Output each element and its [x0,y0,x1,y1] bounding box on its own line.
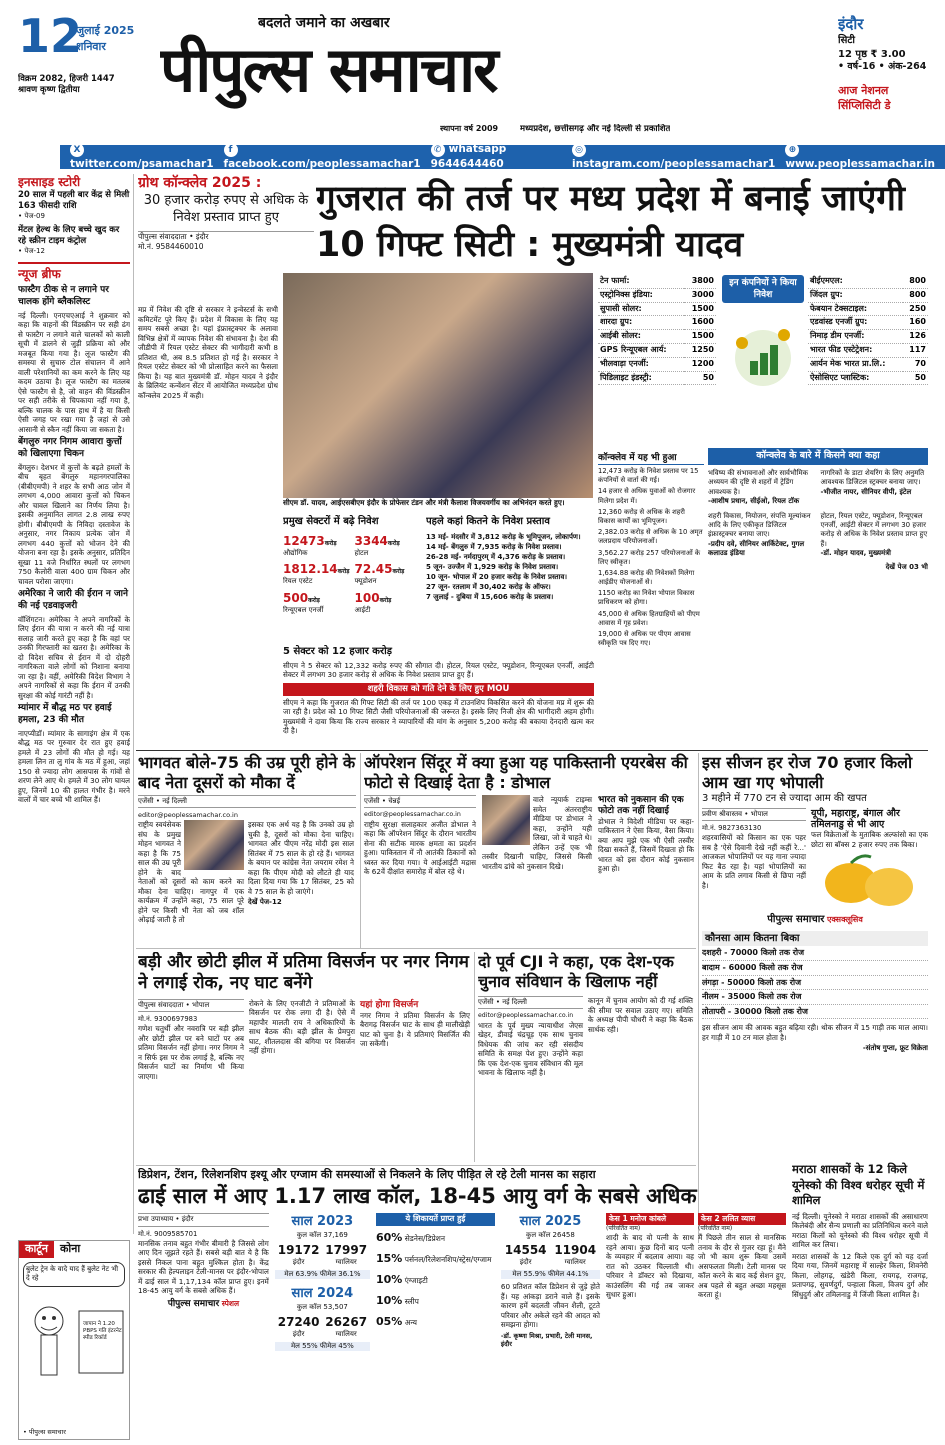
mango-mobile: मो.नं. 9827363130 [702,823,762,832]
today-value: सिंप्लिसिटी डे [838,98,891,112]
edition-block [838,14,938,124]
company-row: निमाड़ डीम एनर्जी: 126 [808,330,928,344]
date-vikram: विक्रम 2082, हिजरी 1447 [18,74,115,84]
case-1-header: केस 1 मनोज कांबले [606,1213,694,1225]
cartoon-header [19,1241,129,1258]
date-month: जुलाई 2025 [76,24,135,37]
growth-mobile: मो.नं. 9584460010 [138,241,204,251]
edition-name: सिटी [838,35,855,47]
cji-text-1: भारत के पूर्व मुख्य न्यायाधीश जेएस खेहर, डीवाई चंद्रचूड़ एक साथ चुनाव विधेयक की जांच कर रही संसदीय समिति के समक्ष पेश हुए। उन्होंने कहा कि एक देश-एक चुनाव संविधान की मूल भावना के खिलाफ नहीं है। [478,1020,583,1078]
conclave-item: 12,360 करोड़ से अधिक के शहरी विकास कार्यों का भूमिपूजन। [598,507,685,525]
lakes-headline: बड़ी और छोटी झील में प्रतिमा विसर्जन पर नगर निगम ने लगाई रोक, नए घाट बनेंगे [138,952,469,994]
tele-mobile: मो.नं. 9009585701 [138,1229,198,1238]
case-1-text: शादी के बाद वो पत्नी के साथ रहने आया। कुछ दिनों बाद पत्नी के व्यवहार में बदलाव आया। वह रात को उठकर चिल्लाती थी। परिवार ने डॉक्टर को दिखाया, काउंसलिंग की गई तब जाकर सुधार हुआ। [606,1233,694,1300]
mango-icon [811,851,928,911]
company-row: टेन फार्मा: 3800 [598,275,716,288]
company-row: एस्ट्रोनिक्स इंडिया: 3000 [598,288,716,302]
cartoon-corner: कोना [59,1242,81,1255]
bhagwat-text-1: राष्ट्रीय स्वयंसेवक संघ के प्रमुख मोहन भागवत ने कहा है कि 75 साल की उम्र पूरी होने के बाद नेताओं को दूसरों को काम करने का मौका देना चाहिए। नागपुर में एक कार्यक्रम में उन्होंने कहा, 75 साल पूरे होने पर किसी भी नेता को जब शॉल ओढ़ाई जाती है तो [138,820,244,925]
bhagwat-photo [184,820,244,870]
mango-byline: प्रवीण श्रीवास्तव • भोपाल [702,808,806,821]
brief-text-1: नई दिल्ली। एनएचएआई ने शुक्रवार को कहा कि वाहनों की विंडस्क्रीन पर सही ढंग से फास्टैग न लगाने वाले चालकों को काली सूची में डालने से जुड़ी प्रक्रिया को और मजबूत किया गया है। लूज फास्टैग की समस्या से सुचारु टोल संचालन में आने वाली परेशानियों का कम करने के लिए यह कदम उठाया है। लूज फास्टैग का मतलब ऐसे फास्टैग से है, जो वाहन की विंडस्क्रीन पर सही तरीके से चिपकाया नहीं गया है, बल्कि चालक के पास हाथ में है या किसी ऐसी जगह पर रखा गया है जहां से उसे आसानी से स्कैन नहीं किया जा सकता है। [18,310,130,434]
doval-headline: ऑपरेशन सिंदूर में क्या हुआ यह पाकिस्तानी एयरबेस की फोटो से दिखाई देता है : डोभाल [364,753,688,792]
facebook-icon: f [224,145,238,157]
tele-text-2: 60 प्रतिशत कॉल डिप्रेशन से जुड़े होते हैं। यह आंकड़ा डराने वाले हैं। इसके कारण हमें बदलती जीवन शैली, टूटते परिवार और अकेले रहने की आदत को समझना होगा। [500,1282,600,1330]
unesco-text-1: नई दिल्ली। यूनेस्को ने मराठा शासकों की असाधारण किलेबंदी और सैन्य प्रणाली का प्रतिनिधित्व करने वाले मराठा किलों को यूनेस्को की विश्व धरोहर सूची में शामिल कर लिया। [792,1211,928,1250]
y2024-title: साल 2024 [291,1286,354,1302]
today-label: आज नेशनल [838,84,889,98]
complaint-row: 15% पर्सनल/रिलेशनशिप/स्ट्रेस/एग्जाम [375,1251,492,1265]
earlier-item: 26-28 मई- नर्मदापुरम् में 4,376 करोड़ के प्रस्ताव। [426,552,566,561]
mango-price-item: तोतापरी - 30000 किलो तक रोज [702,1005,928,1020]
sector-stat: 100करोड़ आईटी [354,590,392,614]
inside-item-2-page: • पेज-12 [18,246,45,255]
bhagwat-byline: एजेंसी • नई दिल्ली [138,795,356,808]
company-row: आईबी सोलर: 1500 [598,330,716,344]
tele-year-col-2: साल 2025 कुल कॉल 26458 14554 इंदौर 11904 ग्वालियर मेल 55.9% फीमेल 44.1% 60 प्रतिशत कॉल डिप्रेशन से जुड़े होते हैं। यह आंकड़ा डराने वाले हैं। इसके कारण हमें बदलती जीवन शैली, टूटते परिवार और अकेले रहने की आदत को समझना होगा। -डॉ. कृष्णा मिश्रा, प्रभारी, टेली मानस, इंदौर [500,1214,600,1349]
published: मध्यप्रदेश, छत्तीसगढ़ और नई दिल्ली से प्रकाशित [520,124,671,134]
mango-price-item: लंगड़ा - 50000 किलो तक रोज [702,976,928,991]
lead-headline: गुजरात की तर्ज पर मध्य प्रदेश में बनाई जाएंगी 10 गिफ्ट सिटी : मुख्यमंत्री यादव [316,179,905,265]
earlier-item: 27 जून- रतलाम में 30,402 करोड़ के ऑफर। [426,583,551,592]
lakes-story [138,952,471,1162]
bhagwat-headline: भागवत बोले-75 की उम्र पूरी होने के बाद नेता दूसरों को मौका दें [138,753,356,792]
y2025-total: कुल कॉल 26458 [526,1230,575,1239]
complaints-title: ये शिकायतें प्राप्त हुई [376,1213,495,1226]
lakes-mobile: मो.नं. 9300697983 [138,1014,198,1023]
company-row: भीलवाड़ा एनर्जी: 1200 [598,357,716,371]
conclave-item: 19,000 से अधिक पर पीएम आवास स्वीकृति पत्र दिए गए। [598,629,691,648]
lead-col-2 [138,720,278,740]
conclave-item: 12,473 करोड़ के निवेश प्रस्ताव पर 15 कंपनियों से वार्ता की गई। [598,467,699,485]
mango-text-3-by: -संतोष गुप्ता, फ्रूट विक्रेता [862,1044,928,1053]
cartoon-box [18,1240,130,1440]
date-block [18,14,138,124]
sector-stat: 72.45करोड़ फ्यूडोशन [354,562,405,586]
quote-3: शहरी विकास, नियोजन, संपत्ति मूल्यांकन आदि के लिए एकीकृत डिजिटल इंफ्रास्ट्रक्चर बनाया जाए। -प्रदीप दवे, सीनियर आर्किटेक्ट, गुगल कलाउड इंडिया [708,511,811,558]
lakes-text-3: नगर निगम ने प्रतिमा विसर्जन के लिए बैरागढ़ विसर्जन घाट के साथ ही मालीखेड़ी घाट को चुना है। ये प्रतिमाएं विसर्जित की जा सकेंगी। [360,1010,470,1049]
conclave-item: 2,382.03 करोड़ से अधिक के 10 अमृत जलप्रदाय परियोजनाओं। [598,528,703,546]
earlier-item: 13 मई- मंदसौर में 3,812 करोड़ के भूमिपूजन, लोकार्पण। [426,532,581,541]
whatsapp-icon: ✆ [431,145,445,157]
tele-text-2-by: -डॉ. कृष्णा मिश्रा, प्रभारी, टेली मानस, इंदौर [500,1331,593,1349]
doval-text-1: राष्ट्रीय सुरक्षा सलाहकार अजीत डोभाल ने कहा कि ऑपरेशन सिंदूर के दौरान भारतीय सेना की सटीक मारक क्षमता का प्रदर्शन हुआ। पाकिस्तान में नौ आतंकी ठिकानों को ध्वस्त कर दिया गया। ये आईआईटी मद्रास के 62वें दीक्षांत समारोह में बोल रहे थे। [364,819,476,877]
doval-text-3: डोभाल ने विदेशी मीडिया पर कहा- पाकिस्तान ने ऐसा किया, वैसा किया। क्या आप मुझे एक भी ऐसी तस्वीर दिखा सकते हैं, जिसमें दिखता हो कि भारत को इस दौरान कोई नुकसान हुआ हो। [598,816,694,874]
tagline: बदलते जमाने का अखबार [258,15,390,31]
sector-stat: 1812.14करोड़ रियल एस्टेट [283,562,350,586]
companies-left [598,275,716,445]
companies-center-label: इन कंपनियों ने किया निवेश [722,275,804,303]
lakes-text-2: रोकने के लिए एनजीटी ने प्रतिमाओं के विसर्जन पर रोक लगा दी है। ऐसे में महापौर मालती राय ने अधिकारियों के साथ बैठक की। बड़ी झील के प्रेमपुरा घाट, शीतलदास की बगिया पर विसर्जन नहीं होगा। [249,998,355,1055]
brief-text-3: वॉशिंगटन। अमेरिका ने अपने नागरिकों के लिए ईरान की यात्रा न करने की नई यात्रा सलाह जारी करते हुए कहा है कि वहां पर उनकी गिरफ्तारी का खतरा है। अमेरिका के दो विदेश सचिव से ईरान में दो दोहरी नागरिकता वाले लोगों को निशाना बनाया जा रहा है। वहीं, अमेरिकी विदेश विभाग ने अपने नागरिकों से कहा कि ईरान में उनकी सुरक्षा की कोई गारंटी नहीं है। [18,614,130,700]
conclave-item: 45,000 से अधिक हितग्राहियों को पीएम आवास में गृह प्रवेश। [598,609,700,627]
doval-story [364,753,694,945]
growth-sub: 30 हजार करोड़ रुपए से अधिक के निवेश प्रस्ताव प्राप्त हुए [143,192,309,225]
doval-subhead: भारत को नुकसान की एक फोटो तक नहीं दिखाई [598,795,684,816]
company-row: फेबयान टेक्सटाइल: 250 [808,302,928,316]
social-facebook[interactable]: ffacebook.com/peoplessamachar1 [223,145,421,169]
mango-text-2: फल विक्रेताओं के मुताबिक अल्फांसो का एक छोटा सा बॉक्स 2 हजार रुपए तक बिका। [811,830,928,849]
newspaper-title [160,30,840,120]
inside-item-2[interactable]: मेंटल हेल्थ के लिए बच्चे खुद कर रहे स्क्रीन टाइम कंट्रोल [18,224,120,246]
lead-col-1-text: मप्र में निवेश की दृष्टि से सरकार ने इन्वेस्टर्स के सभी कमिटमेंट पूरे किए हैं। प्रदेश में विकास के लिए यह समय सबसे अच्छा है। यहां इंफ्रास्ट्रक्चर के अलावा विभिन्न क्षेत्रों में व्यापक निवेश की संभावना है। देश की जीडीपी में रियल एस्टेट सेक्टर की भागीदारी कभी 8 प्रतिशत थी, अब 8.5 प्रतिशत हो गई है। सरकार ने रियल एस्टेट सेक्टर को भी प्रोत्साहित करने का फैसला किया है। यह बात मुख्यमंत्री डॉ. मोहन यादव ने इंदौर के ब्रिलियंट कन्वेंशन सेंटर में आयोजित मध्यप्रदेश ग्रोथ कॉन्क्लेव 2025 में कही। [138,305,278,400]
sector-stat: 3344करोड़ होटल [354,533,400,557]
y2024-total: कुल कॉल 53,507 [296,1302,348,1311]
quote-2: नागरिकों के डाटा शेयरिंग के लिए अनुमति आवश्यक डिजिटल स्ट्रक्चर बनाया जाए। -भीजीत नायर, सीनियर वीपी, इंटेल [820,468,925,496]
bhagwat-text-2: इसका एक अर्थ यह है कि उनको उम्र हो चुकी है, दूसरों को मौका देना चाहिए। भागवत और पीएम नरेंद्र मोदी इस साल सितंबर में 75 साल के हो रहे हैं। भागवत के बयान पर कांग्रेस नेता जयराम रमेश ने कहा कि पीएम मोदी को लौटते ही याद दिला दिया गया कि 17 सितंबर, 25 को वे 75 साल के हो जाएंगे। [248,820,354,896]
masthead [0,0,945,142]
company-row: भारत फीड एस्टेट्रेशन: 117 [808,343,928,357]
social-web[interactable]: ⊕www.peoplessamachar.in [785,145,935,169]
sub-5-sectors: 5 सेक्टर को 12 हजार करोड़ [283,646,393,657]
brief-items [18,285,130,805]
company-row: एडवांस्ड एनर्जी ग्रुप: 160 [808,316,928,330]
quote-1: भविष्य की संभावनाओं और सार्वभौमिक अध्ययन की दृष्टि से शहरों में ट्रेडिंग आवश्यक है। -आशीष प्रधान, सीईओ, रियल टॉक [708,468,809,506]
company-row: बीईएमएल: 800 [808,275,928,288]
earlier-item: 5 जून- उज्जैन में 1,929 करोड़ के निवेश प्रस्ताव। [426,562,559,571]
bhagwat-page-ref: देखें पेज-12 [248,898,282,907]
lakes-subhead: यहां होगा विसर्जन [360,999,419,1010]
social-twitter[interactable]: Xtwitter.com/psamachar1 [70,145,214,169]
y2023-gender: मेल 63.9% फीमेल 36.1% [275,1270,370,1279]
lead-photo [283,273,593,498]
brief-heading: न्यूज ब्रीफ [18,262,130,282]
tele-headline: ढाई साल में आए 1.17 लाख कॉल, 18-45 आयु वर्ग के सबसे अधिक [138,1183,697,1208]
mango-text-3: इस सीजन आम की आवक बहुत बढ़िया रही। थोक सीजन में 15 गाड़ी तक माल आया। हर गाड़ी में 10 टन माल होता है। [702,1023,928,1042]
cji-byline: एजेंसी • नई दिल्ली [478,996,583,1009]
mango-illustration [811,851,928,911]
cartoon-sign: जापान ने 1.20 PBPS गति इंटरनेट स्पीड रिकॉर्ड [83,1321,122,1342]
lead-text-2 [283,645,594,745]
company-row: GPS रिन्यूएबल आर्य: 1250 [598,343,716,357]
bhagwat-story [138,753,356,945]
companies-center [722,275,804,445]
quote-4: होटल, रियल एस्टेट, फ्यूडोशन, रिन्यूएबल एनर्जी, आईटी सेक्टर में लगभग 30 हजार करोड़ से अधिक के निवेश प्रस्ताव प्राप्त हुए हैं। -डॉ. मोहन यादव, मुख्यमंत्री [820,511,928,558]
mango-price-item: बादाम - 60000 किलो तक रोज [702,961,928,976]
social-bar [60,145,945,169]
doval-photo [482,795,530,845]
mango-sub: 3 महीने में 770 टन से ज्यादा आम की खपत [702,793,867,805]
web-icon: ⊕ [785,145,799,157]
cartoon-bubble: बुलेट ट्रेन के वादे याद हैं बुलेट नेट भी दे रहे [23,1262,125,1287]
lead-col-2-block [138,470,278,710]
brief-headline-4: म्यांमार में बौद्ध मठ पर हवाई हमला, 23 की मौत [18,703,112,725]
sector-stat: 12473करोड़ औद्योगिक [283,533,337,557]
earlier-item: 10 जून- भोपाल में 20 हजार करोड़ के निवेश प्रस्ताव। [426,573,568,582]
growth-byline: पीपुल्स संवाददाता • इंदौर [138,231,314,242]
case-2-text: मैं पिछले तीन साल से मानसिक तनाव के दौर से गुजर रहा हूं। मैंने जो भी काम शुरू किया उसमें असफलता मिली। टेली मानस पर कॉल करने के बाद कई सेशन हुए, अब पहले से बहुत अच्छा महसूस करता हूं। [698,1233,786,1300]
lead-col-2b-text: सीएम ने 5 सेक्टर को 12,332 करोड़ रुपए की सौगात दी। होटल, रियल एस्टेट, फ्यूडोशन, रिन्यूएबल एनर्जी, आईटी सेक्टर में लगभग 30 हजार करोड़ से अधिक के निवेश प्रस्ताव प्राप्त हुए हैं। [283,660,594,679]
sector-stat: 500करोड़ रिन्यूएबल एनर्जी [283,590,324,614]
social-whatsapp[interactable]: ✆ whatsapp 9644644460 [430,145,507,169]
cji-email: editor@peoplessamachar.co.in [478,1012,574,1020]
date-tithi: श्रावण कृष्ण द्वितीया [18,85,80,96]
cji-text-2: कानून में चुनाव आयोग को दी गई शक्ति की सीमा पर सवाल उठाए गए। समिति के अध्यक्ष पीपी चौधरी ने कहा कि बैठक सार्थक रही। [588,996,693,1034]
sectors-box [283,515,423,645]
y2025-title: साल 2025 [519,1214,582,1230]
doval-byline: एजेंसी • चेन्नई [364,795,476,808]
y2023-title: साल 2023 [291,1214,354,1230]
complaint-row: 05% अन्य [375,1314,417,1328]
edition-city: इंदौर [838,15,864,33]
unesco-headline: मराठा शासकों के 12 किले यूनेस्को की विश्व धरोहर सूची में शामिल [792,1162,925,1208]
unesco-story [792,1162,928,1442]
newspaper-title-text: पीपुल्स समाचार [160,33,497,106]
unesco-text-2: मराठा शासकों के 12 किले एक दुर्ग को यह दर्जा दिया गया, जिनमें महाराष्ट्र में साल्हेर किला, शिवनेरी किला, लोहगढ़, खंडेरी किला, रायगढ़, राजगढ़, प्रतापगढ़, सुवर्णदुर्ग, पन्हाला किला, विजय दुर्ग और सिंधुदुर्ग और तमिलनाडु में जिंजी किला शामिल है। [792,1251,928,1299]
inside-item-1[interactable]: 20 साल में पहली बार केंद्र से मिली 163 फीसदी राशि [18,190,130,212]
company-row: शारदा ग्रुप: 1600 [598,316,716,330]
complaint-row: 60% सेडनेस/डिप्रेशन [375,1230,446,1244]
investment-illustration [722,313,804,403]
y2023-total: कुल कॉल 37,169 [296,1230,348,1239]
earlier-item: 14 मई- बेंगलुरु में 7,935 करोड़ के निवेश प्रस्ताव। [426,542,562,551]
lakes-byline: पीपुल्स संवाददाता • भोपाल [138,999,244,1012]
case-2-header: केस 2 ललित व्यास [698,1213,786,1225]
tele-cases [606,1213,786,1351]
conclave-item: 14 हजार से अधिक युवाओं को रोजगार मिलेगा प्रदेश में। [598,487,696,505]
tele-story [138,1168,786,1442]
conclave-item: 1,634.88 करोड़ की निवेशकों मिलेगा आईडीए योजनाओं से। [598,568,695,587]
mango-side-head: यूपी, महाराष्ट्र, बंगाल और तमिलनाडु से भी आए [811,807,900,830]
conclave-item: 3,562.27 करोड़ 257 परियोजनाओं के लिए स्वीकृत। [598,548,701,566]
founded: स्थापना वर्ष 2009 [440,124,499,133]
lakes-text-1: गणेश चतुर्थी और नवरात्रि पर बड़ी झील और छोटी झील पर बने घाटों पर अब प्रतिमा विसर्जन नहीं होगा। नगर निगम ने न सिर्फ इस पर रोक लगाई है, बल्कि नए विसर्जन घाटों का निर्माण भी किया जाएगा। [138,1024,244,1081]
mango-price-item: दशहरी - 70000 किलो तक रोज [702,946,928,961]
cartoon-title: कार्टून [19,1241,54,1258]
conclave-box [598,452,704,747]
earlier-item: 7 जुलाई - दुबिया में 15,606 करोड़ के प्रस्ताव। [426,593,554,602]
lead-col-2-text: सीएम ने कहा कि गुजरात की गिफ्ट सिटी की तर्ज पर 100 एकड़ में टाउनशिप विकसित करने की योजना मप्र में शुरू की जा रही है। प्रदेश को 10 गिफ्ट सिटी जैसी परियोजनाओं की जरूरत है। इसके लिए निजी क्षेत्र की भागीदारी अहम होगी। मुख्यमंत्री ने दावा किया कि राज्य सरकार ने व्यापारियों की मांग के अनुसार 5,200 करोड़ की बकाया देनदारी खत्म कर दी है। [283,697,594,736]
company-row: जिंदल ग्रुप: 800 [808,288,928,302]
complaint-row: 10% एंग्जाइटी [375,1272,428,1286]
cji-story [478,952,694,1162]
mango-text-1: शहरवासियों को किसान का एक पहर सब है 'ऐसे दिवानी देखे नहीं कहीं रे...' आजकल भोपालियों पर यह गाना ज्यादा फिट बैठ रहा है। यहां भोपालियों का आम के प्रति लगाव किसी से छिपा नहीं है। [702,833,806,890]
company-row: आर्यन मेक भारत प्रा.लि.: 70 [808,357,928,371]
tele-text-1: मानसिक तनाव बहुत गंभीर बीमारी है जिससे लोग आए दिन जूझते रहते हैं। सबसे बड़ी बात ये है कि इससे निकल पाना बहुत मुश्किल होता है। केंद्र सरकार की हेल्पलाइन टेली-मानस पर इंदौर-भोपाल में ढाई साल में 1,17,134 कॉल प्राप्त हुए। इनमें 18-45 आयु वर्ग के सबसे अधिक हैं। [138,1238,269,1296]
tele-year-col-1: साल 2023 कुल कॉल 37,169 19172 इंदौर 17997 ग्वालियर मेल 63.9% फीमेल 36.1% साल 2024 कुल कॉल 53,507 27240 इंदौर 26267 ग्वालियर मेल 55% फीमेल 45% [275,1213,370,1351]
mou-banner: शहरी विकास को गति देने के लिए हुए MOU [283,683,594,696]
case-2-note: (परिवर्तित नाम) [698,1225,733,1233]
mango-brand: पीपुल्स समाचार एक्सक्लूसिव [767,914,863,926]
date-day: 12 [18,14,83,63]
brief-headline-1: फास्टैग ठीक से न लगाने पर चालक होंगे ब्लैकलिस्ट [18,285,109,307]
complaint-row: 10% स्लीप [375,1293,419,1307]
x-icon: X [70,145,84,157]
earlier-box [426,515,594,645]
growth-label: ग्रोथ कॉन्क्लेव 2025 : [138,175,262,191]
instagram-icon: ◎ [572,145,586,157]
lead-photo-caption: सीएम डॉ. यादव, आईएसबीएम इंदौर के प्रोफेसर टंडन और मंत्री कैलाश विजयवर्गीय का अभिनंदन करते हुए। [283,498,565,507]
social-instagram[interactable]: ◎instagram.com/peoplessamachar1 [572,145,776,169]
y2025-gender: मेल 55.9% फीमेल 44.1% [501,1270,600,1279]
bhagwat-email: editor@peoplessamachar.co.in [138,811,238,820]
brief-text-4: नाएप्यीडॉ। म्यांमार के सागाइंग क्षेत्र में एक बौद्ध मठ पर गुरुवार देर रात हुए हवाई हमले में 23 लोगों की मौत हो गई। यह हमला लिन ता लु गांव के मठ में हुआ, जहां 150 से ज्यादा लोग आसपास के गांवों से शरण लेने आए थे। हमले में 30 लोग घायल हुए, जिनमें 10 की हालत गंभीर है। मरने वालों में चार बच्चे भी शामिल हैं। [18,728,130,805]
inside-item-1-page: • पेज-09 [18,212,45,221]
edition-issue: • वर्ष-16 • अंक-264 [838,61,927,73]
doval-email: editor@peoplessamachar.co.in [364,811,461,819]
companies-right [808,275,928,445]
mango-headline: इस सीजन हर रोज 70 हजार किलो आम खा गए भोपाली [702,753,913,792]
cji-headline: दो पूर्व CJI ने कहा, एक देश-एक चुनाव संविधान के खिलाफ नहीं [478,952,674,991]
conclave-title: कॉन्क्लेव में यह भी हुआ [598,452,704,465]
brief-text-2: बेंगलुरु। देशभर में कुत्तों के बढ़ते हमलों के बीच बृहत बेंगलुरु महानगरपालिका (बीबीएमपी) ने शहर के सभी आठ जोन में लगभग 4,000 आवारा कुत्तों को चिकन और चावल खिलाने का निर्णय लिया है। इसकी अनुमानित लागत 2.8 लाख रुपए होगी। बीबीएमपी के निविदा दस्तावेज के अनुसार, नगर निकाय प्रत्येक जोन में लगभग 440 कुत्तों को भोजन देने की योजना बना रहा है। इसके अनुसार, प्रतिदिन सूखा 11 वजे निर्धारित स्थलों पर लगभग 750 कैलोरी वाला 400 ग्राम चिकन और चावल परोसा जाएगा। [18,462,130,586]
tele-kicker: डिप्रेशन, टेंशन, रिलेशनशिप इश्यू और एग्जाम की समस्याओं से निकलने के लिए पीड़ित ले रहे टेली मानस का सहारा [138,1168,596,1181]
doval-text-2: वाले न्यूयार्क टाइम्स समेत अंतरराष्ट्रीय मीडिया पर डोभाल ने कहा, उन्होंने यही लिखा, जो वे चाहते थे। लेकिन उन्हें एक भी तस्वीर दिखानी चाहिए, जिससे किसी भारतीय ढांचे को नुकसान दिखे। [482,795,592,871]
sectors-title: प्रमुख सेक्टरों में बढ़े निवेश [283,516,379,527]
company-row: सुपासी सोलर: 1500 [598,302,716,316]
edition-price: 12 पृष्ठ ₹ 3.00 [838,48,906,60]
earlier-title: पहले कहां कितने के निवेश प्रस्ताव [426,516,550,527]
company-row: पिडिलाइट इंडस्ट्री: 50 [598,371,716,385]
conclave-quotes [708,448,928,748]
tele-brand: पीपुल्स समाचार स्पेशल [167,1298,240,1309]
inside-heading: इनसाइड स्टोरी [18,175,81,189]
brief-headline-2: बेंगलुरु नगर निगम आवारा कुत्तों को खिलाएगा चिकन [18,437,122,459]
brief-headline-3: अमेरिका ने जारी की ईरान न जाने की नई एडवाइजरी [18,589,128,611]
case-1-note: (परिवर्तित नाम) [606,1225,641,1233]
company-row: ऐसोसिएट प्लास्टिक: 50 [808,371,928,385]
mango-price-item: नीलम - 35000 किलो तक रोज [702,990,928,1005]
page-ref: देखें पेज 03 भी [885,562,928,571]
cartoon-credit: • पीपुल्स समाचार [23,1428,66,1437]
complaints-box [376,1213,495,1351]
about-title: कॉन्क्लेव के बारे में किसने क्या कहा [708,448,928,465]
conclave-item: 1150 करोड़ का निवेश भोपाल विकास प्राधिकरण को होगा। [598,589,695,607]
mango-price-title: कौनसा आम कितना बिका [702,931,928,947]
date-weekday: शनिवार [76,40,106,53]
y2024-gender: मेल 55% फीमेल 45% [275,1342,370,1351]
tele-byline: प्रभा उपाध्याय • इंदौर [138,1213,269,1226]
